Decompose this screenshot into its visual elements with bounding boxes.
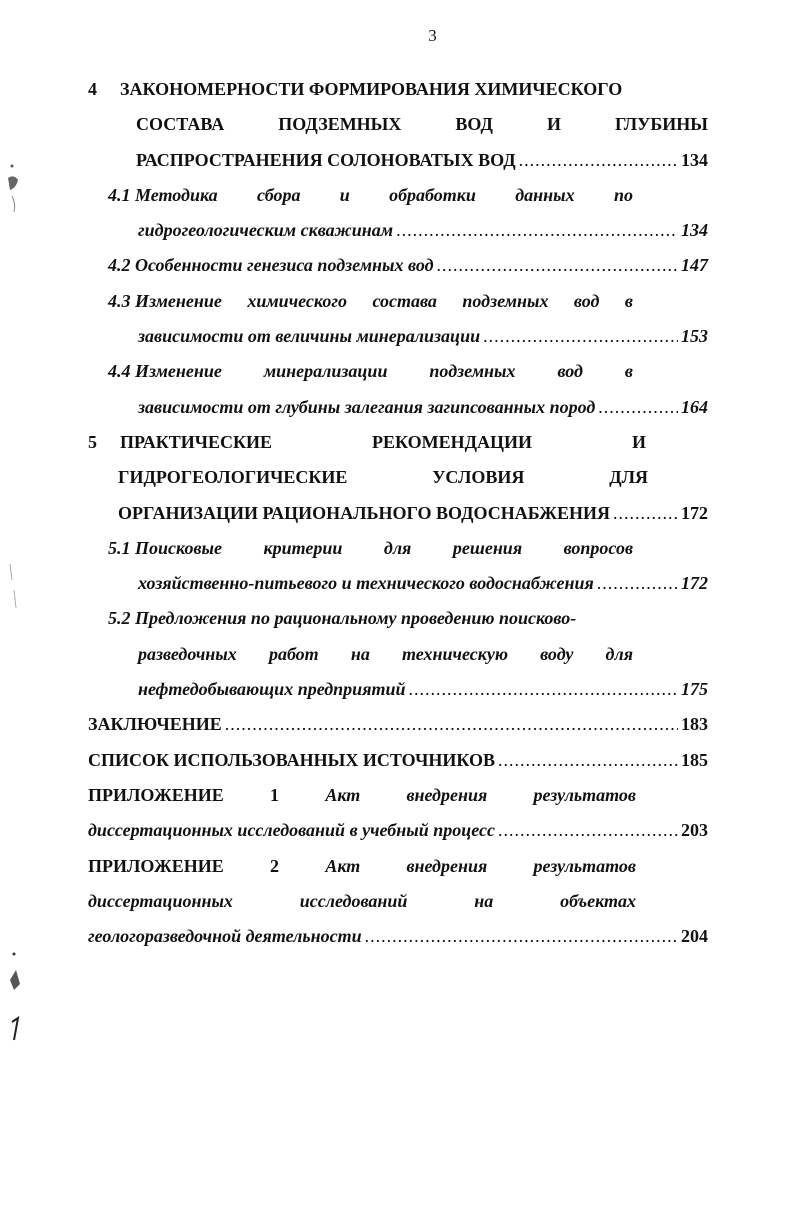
toc-word: подземных <box>429 361 516 382</box>
toc-s4-1-title-2: гидрогеологическим скважинам <box>138 220 394 241</box>
toc-ch4-word: СОСТАВА <box>136 114 225 135</box>
toc-word: вопросов <box>563 537 633 558</box>
toc-s5-2-line1 <box>88 601 708 636</box>
toc-s5-2-title-3: нефтедобывающих предприятий <box>138 679 406 700</box>
toc-app2-label: ПРИЛОЖЕНИЕ <box>88 855 224 876</box>
toc-app2-title-3: геологоразведочной деятельности <box>88 926 362 947</box>
toc-app2-line1 <box>88 849 636 884</box>
toc-ch5-word: ДЛЯ <box>609 467 648 488</box>
toc-word: на <box>350 643 370 664</box>
toc-s4-1-page: 134 <box>681 220 708 241</box>
scan-artifact <box>4 950 24 1055</box>
leader-dots <box>365 919 678 954</box>
toc-ch4-word: ПОДЗЕМНЫХ <box>278 114 402 135</box>
toc-app2-page: 204 <box>681 926 708 947</box>
toc-app1-word: Акт <box>325 784 361 805</box>
toc-ch4-number: 4 <box>88 79 97 99</box>
toc-conclusion-label: ЗАКЛЮЧЕНИЕ <box>88 714 222 735</box>
toc-s4-3-page: 153 <box>681 326 708 347</box>
leader-dots <box>437 248 678 283</box>
toc-s4-4-line2[interactable] <box>88 390 708 425</box>
toc-s4-4-title-2: зависимости от глубины залегания загипсованных пород <box>138 396 596 417</box>
toc-word: данных <box>515 184 575 205</box>
table-of-contents <box>88 72 708 954</box>
toc-word: состава <box>372 290 437 311</box>
toc-app1-line2[interactable] <box>88 813 708 848</box>
toc-ch5-line3[interactable] <box>88 496 708 531</box>
toc-word: в <box>624 361 633 382</box>
toc-app1-number: 1 <box>270 784 280 805</box>
toc-app2-word: результатов <box>533 855 636 876</box>
leader-dots <box>483 319 678 354</box>
toc-word: и <box>339 184 350 205</box>
toc-s5-2-line3[interactable] <box>88 672 708 707</box>
toc-ch4-line2 <box>88 107 708 142</box>
toc-word: 4.3 Изменение <box>108 290 222 311</box>
scan-artifact <box>4 560 24 625</box>
toc-ch4-page: 134 <box>681 149 708 170</box>
toc-word: по <box>613 184 633 205</box>
leader-dots <box>613 496 678 531</box>
toc-app2-line2 <box>88 884 636 919</box>
toc-word: техническую <box>402 643 508 664</box>
toc-word: минерализации <box>263 361 388 382</box>
toc-app2-line3[interactable] <box>88 919 708 954</box>
toc-app2-word: внедрения <box>406 855 488 876</box>
scan-artifact-mark <box>4 950 28 1050</box>
toc-s4-4-page: 164 <box>681 396 708 417</box>
toc-conclusion-page: 183 <box>681 714 708 735</box>
toc-word: подземных <box>462 290 549 311</box>
toc-word: 4.1 Методика <box>108 184 218 205</box>
leader-dots <box>597 566 678 601</box>
toc-s4-1-line2[interactable] <box>88 213 708 248</box>
toc-word: в <box>624 290 633 311</box>
toc-ch4-title-3: РАСПРОСТРАНЕНИЯ СОЛОНОВАТЫХ ВОД <box>136 149 516 170</box>
toc-app1-page: 203 <box>681 820 708 841</box>
toc-ch5-line1 <box>88 425 646 460</box>
toc-word: для <box>605 643 633 664</box>
toc-s4-4-line1 <box>88 354 633 389</box>
toc-s5-2-title-1: 5.2 Предложения по рациональному проведению поисково- <box>108 608 577 629</box>
page-number: 3 <box>428 26 437 45</box>
toc-ch4-word: ВОД <box>455 114 493 135</box>
toc-app1-label: ПРИЛОЖЕНИЕ <box>88 784 224 805</box>
leader-dots <box>498 813 678 848</box>
toc-references[interactable] <box>88 743 708 778</box>
toc-conclusion[interactable] <box>88 707 708 742</box>
toc-word: сбора <box>256 184 301 205</box>
toc-app2-word: исследований <box>299 890 408 911</box>
toc-s5-1-line2[interactable] <box>88 566 708 601</box>
toc-s4-1-line1 <box>88 178 633 213</box>
toc-s4-3-line2[interactable] <box>88 319 708 354</box>
toc-ch5-word: УСЛОВИЯ <box>432 467 525 488</box>
leader-dots <box>598 390 678 425</box>
toc-word: воду <box>540 643 574 664</box>
toc-ch5-number: 5 <box>88 431 97 452</box>
toc-word: решения <box>452 537 523 558</box>
leader-dots <box>396 213 678 248</box>
toc-word: химического <box>247 290 347 311</box>
toc-word: критерии <box>263 537 343 558</box>
toc-app1-word: внедрения <box>406 784 488 805</box>
toc-ch4-word: ГЛУБИНЫ <box>615 114 708 135</box>
scan-artifact-mark <box>4 560 24 620</box>
scan-artifact <box>4 160 24 225</box>
toc-ch4-line1 <box>88 72 708 107</box>
toc-s5-1-page: 172 <box>681 573 708 594</box>
toc-ch5-word: И <box>631 431 646 452</box>
toc-s4-2-line1[interactable] <box>88 248 708 283</box>
toc-app2-word: Акт <box>325 855 361 876</box>
toc-word: разведочных <box>138 643 237 664</box>
toc-s5-2-line2 <box>88 637 633 672</box>
leader-dots <box>225 707 678 742</box>
leader-dots <box>519 143 678 178</box>
leader-dots <box>409 672 679 707</box>
toc-s5-1-line1 <box>88 531 633 566</box>
toc-app1-word: результатов <box>533 784 636 805</box>
toc-s4-3-title-2: зависимости от величины минерализации <box>138 326 481 347</box>
toc-ch5-page: 172 <box>681 502 708 523</box>
toc-word: обработки <box>389 184 476 205</box>
toc-ch5-title-3: ОРГАНИЗАЦИИ РАЦИОНАЛЬНОГО ВОДОСНАБЖЕНИЯ <box>118 502 610 523</box>
toc-app1-line1 <box>88 778 636 813</box>
toc-word: для <box>383 537 412 558</box>
scan-artifact-mark <box>4 160 24 220</box>
toc-references-page: 185 <box>681 749 708 770</box>
toc-app2-word: на <box>474 890 494 911</box>
toc-ch4-word: И <box>546 114 561 135</box>
toc-ch5-word: ПРАКТИЧЕСКИЕ <box>120 431 273 452</box>
toc-ch5-word: РЕКОМЕНДАЦИИ <box>372 431 532 452</box>
toc-s4-2-page: 147 <box>681 255 708 276</box>
toc-word: 4.4 Изменение <box>108 361 222 382</box>
toc-s4-3-line1 <box>88 284 633 319</box>
toc-word: вод <box>573 290 600 311</box>
toc-ch4-line3[interactable] <box>88 143 708 178</box>
toc-app2-word: диссертационных <box>88 890 233 911</box>
toc-ch5-word: ГИДРОГЕОЛОГИЧЕСКИЕ <box>118 467 348 488</box>
toc-s4-2-title: 4.2 Особенности генезиса подземных вод <box>108 255 434 276</box>
toc-word: 5.1 Поисковые <box>108 537 222 558</box>
toc-ch5-line2 <box>88 460 648 495</box>
toc-s5-2-page: 175 <box>681 679 708 700</box>
toc-references-label: СПИСОК ИСПОЛЬЗОВАННЫХ ИСТОЧНИКОВ <box>88 749 495 770</box>
toc-s5-1-title-2: хозяйственно-питьевого и технического водоснабжения <box>138 573 594 594</box>
leader-dots <box>498 743 678 778</box>
toc-app2-word: объектах <box>560 890 636 911</box>
toc-app1-title-2: диссертационных исследований в учебный процесс <box>88 820 496 841</box>
toc-word: работ <box>268 643 319 664</box>
toc-ch4-title-1: ЗАКОНОМЕРНОСТИ ФОРМИРОВАНИЯ ХИМИЧЕСКОГО <box>120 79 623 99</box>
toc-ch5-word <box>88 425 272 460</box>
toc-app2-number: 2 <box>270 855 280 876</box>
toc-word: вод <box>557 361 583 382</box>
